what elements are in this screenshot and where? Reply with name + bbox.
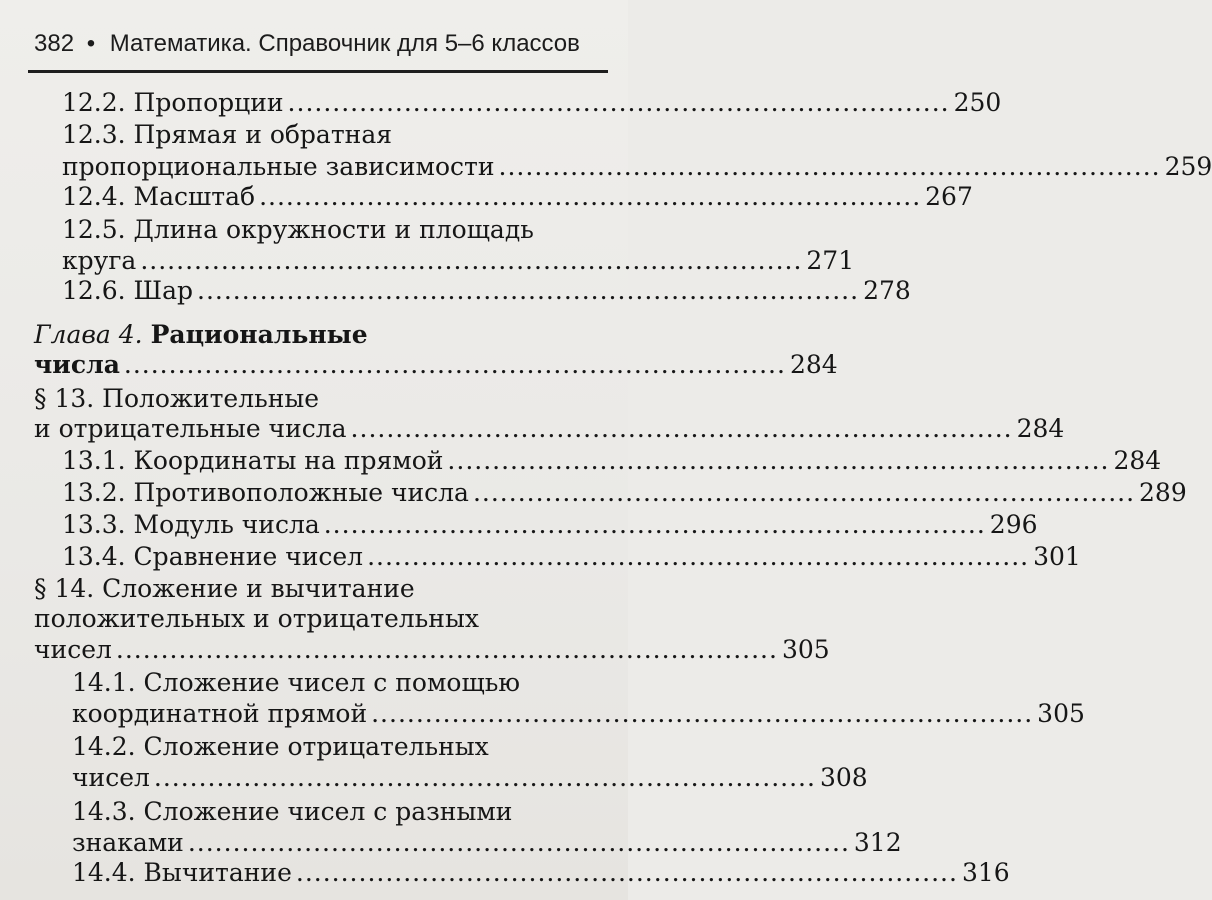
toc-entry-14-2-line1: 14.2. Сложение отрицательных	[72, 732, 489, 761]
toc-entry-13-4	[62, 540, 1081, 574]
toc-section-14-line1: § 14. Сложение и вычитание	[34, 574, 415, 603]
toc-entry-title: 14.4. Вычитание	[72, 858, 292, 887]
toc-page-number: 316	[961, 858, 1010, 887]
toc-page-number: 278	[863, 276, 911, 305]
toc-section-13	[34, 412, 1065, 446]
toc-page-number: 308	[819, 763, 868, 792]
toc-entry-title: 13.3. Модуль числа	[62, 510, 320, 539]
toc-leader-dots: ..........................................................................	[259, 182, 922, 211]
toc-page-number: 296	[989, 510, 1038, 539]
toc-entry-14-3-line1: 14.3. Сложение чисел с разными	[72, 797, 513, 826]
toc-section-13-line1: § 13. Положительные	[34, 384, 320, 413]
toc-entry-13-3	[62, 508, 1038, 542]
toc-leader-dots: ..........................................................................	[123, 350, 786, 379]
toc-entry-14-4	[72, 856, 1010, 890]
toc-entry-title: чисел	[34, 635, 112, 664]
running-header	[34, 28, 614, 68]
toc-entry-12-5-line1: 12.5. Длина окружности и площадь	[62, 215, 534, 244]
toc-leader-dots: ..........................................................................	[371, 699, 1034, 728]
toc-section-14-line2: положительных и отрицательных	[34, 604, 479, 633]
toc-entry-title: знаками	[72, 828, 184, 857]
toc-page-number: 312	[853, 828, 902, 857]
toc-entry-title: 12.4. Масштаб	[62, 182, 256, 211]
toc-section-14	[34, 633, 830, 667]
toc-leader-dots: ..........................................................................	[197, 276, 860, 305]
toc-page-number: 284	[789, 350, 838, 379]
header-bullet: •	[86, 30, 96, 57]
toc-chapter-4	[34, 348, 838, 382]
toc-entry-title: 12.6. Шар	[62, 276, 193, 305]
toc-leader-dots: ..........................................................................	[323, 510, 986, 539]
toc-leader-dots: ..........................................................................	[472, 478, 1136, 507]
chapter-label: Глава 4.	[34, 320, 143, 349]
toc-entry-12-6	[62, 274, 911, 308]
toc-page-number: 305	[1037, 699, 1085, 728]
toc-entry-title: круга	[62, 246, 137, 275]
toc-leader-dots: ..........................................................................	[187, 828, 850, 857]
toc-entry-14-3	[72, 826, 902, 860]
toc-entry-title: координатной прямой	[72, 699, 368, 728]
toc-page-number: 301	[1033, 542, 1081, 571]
toc-entry-12-3	[62, 150, 1212, 184]
toc-page-number: 250	[953, 88, 1002, 117]
toc-entry-12-3-line1: 12.3. Прямая и обратная	[62, 120, 392, 149]
toc-page-number: 305	[781, 635, 830, 664]
toc-entry-13-1	[62, 444, 1162, 478]
toc-page-number: 271	[806, 246, 855, 275]
toc-leader-dots: ..........................................................................	[447, 446, 1110, 475]
toc-entry-14-1-line1: 14.1. Сложение чисел с помощью	[72, 668, 521, 697]
toc-chapter-4-line1	[34, 318, 368, 352]
chapter-title: Рациональные	[150, 320, 368, 349]
header-book-title: Математика. Справочник для 5–6 классов	[109, 30, 580, 57]
toc-leader-dots: ..........................................................................	[287, 88, 950, 117]
toc-entry-title: 13.4. Сравнение чисел	[62, 542, 364, 571]
toc-leader-dots: ..........................................................................	[498, 152, 1161, 181]
toc-leader-dots: ..........................................................................	[367, 542, 1030, 571]
toc-page-number: 289	[1139, 478, 1187, 507]
toc-entry-12-2	[62, 86, 1002, 120]
toc-page-number: 267	[925, 182, 973, 211]
toc-leader-dots: ..........................................................................	[350, 414, 1013, 443]
toc-leader-dots: ..........................................................................	[115, 635, 778, 664]
toc-page-number: 259	[1164, 152, 1212, 181]
toc-leader-dots: ..........................................................................	[140, 246, 803, 275]
toc-entry-13-2	[62, 476, 1187, 510]
header-page-number: 382	[34, 30, 75, 57]
toc-entry-title: 12.2. Пропорции	[62, 88, 284, 117]
toc-entry-14-2	[72, 761, 868, 795]
toc-entry-title: и отрицательные числа	[34, 414, 347, 443]
toc-entry-14-1	[72, 697, 1085, 731]
header-rule	[28, 70, 608, 73]
toc-entry-12-5	[62, 244, 855, 278]
toc-page-number: 284	[1113, 446, 1162, 475]
toc-entry-title: 13.2. Противоположные числа	[62, 478, 469, 507]
toc-entry-title: 13.1. Координаты на прямой	[62, 446, 444, 475]
toc-entry-title: чисел	[72, 763, 150, 792]
toc-leader-dots: ..........................................................................	[153, 763, 816, 792]
toc-entry-title: пропорциональные зависимости	[62, 152, 495, 181]
toc-leader-dots: ..........................................................................	[295, 858, 958, 887]
toc-page-number: 284	[1016, 414, 1065, 443]
toc-entry-12-4	[62, 180, 973, 214]
toc-entry-title: числа	[34, 350, 120, 379]
